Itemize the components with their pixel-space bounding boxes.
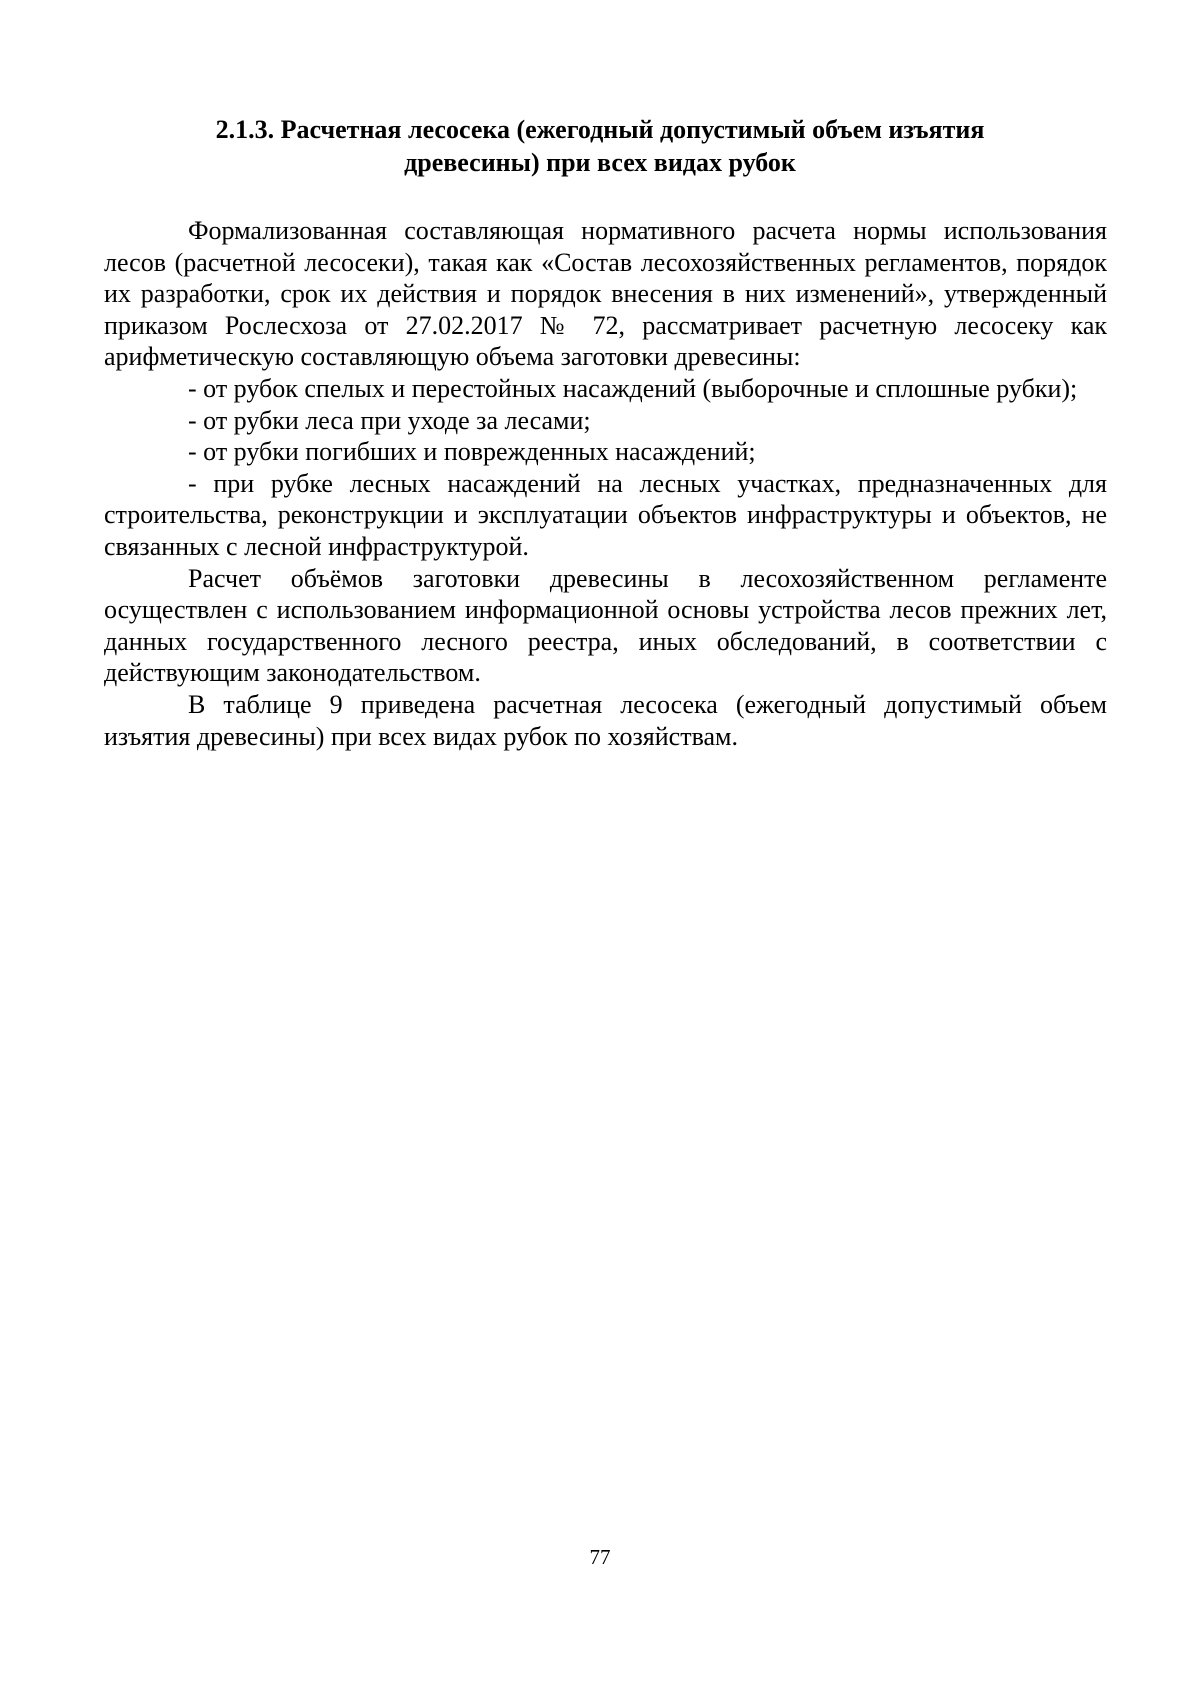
page-number: 77 bbox=[589, 1545, 611, 1569]
list-item-forest-care: - от рубки леса при уходе за лесами; bbox=[188, 405, 591, 435]
list-item-mature-stands: - от рубок спелых и перестойных насаждений (выборочные и сплошные рубки); bbox=[188, 373, 1078, 403]
body-text bbox=[104, 215, 1107, 752]
section-heading-line-1: 2.1.3. Расчетная лесосека (ежегодный допустимый объем изъятия bbox=[215, 115, 985, 144]
list-item-damaged-stands: - от рубки погибших и поврежденных насаждений; bbox=[188, 437, 756, 467]
section-heading bbox=[100, 113, 1100, 179]
paragraph-calculation: Расчет объёмов заготовки древесины в лесохозяйственном регламенте осуществлен с использованием информационной основы устройства лесов прежних лет, данных государственного лесного реестра, иных обследований, в соответствии с действующим законодательством. bbox=[104, 563, 1107, 688]
list-item-infrastructure: - при рубке лесных насаждений на лесных участках, предназначенных для строительства, реконструкции и эксплуатации объектов инфраструктуры и объектов, не связанных с лесной инфраструктурой. bbox=[104, 468, 1107, 561]
paragraph-table-reference: В таблице 9 приведена расчетная лесосека (ежегодный допустимый объем изъятия древесины) при всех видах рубок по хозяйствам. bbox=[104, 689, 1107, 751]
paragraph-intro: Формализованная составляющая нормативного расчета нормы использования лесов (расчетной лесосеки), такая как «Состав лесохозяйственных регламентов, порядок их разработки, срок их действия и порядок внесения в них изменений», утвержденный приказом Рослесхоза от 27.02.2017 № 72, рассматривает расчетную лесосеку как арифметическую составляющую объема заготовки древесины: bbox=[104, 216, 1107, 372]
section-heading-line-2: древесины) при всех видах рубок bbox=[404, 148, 796, 177]
